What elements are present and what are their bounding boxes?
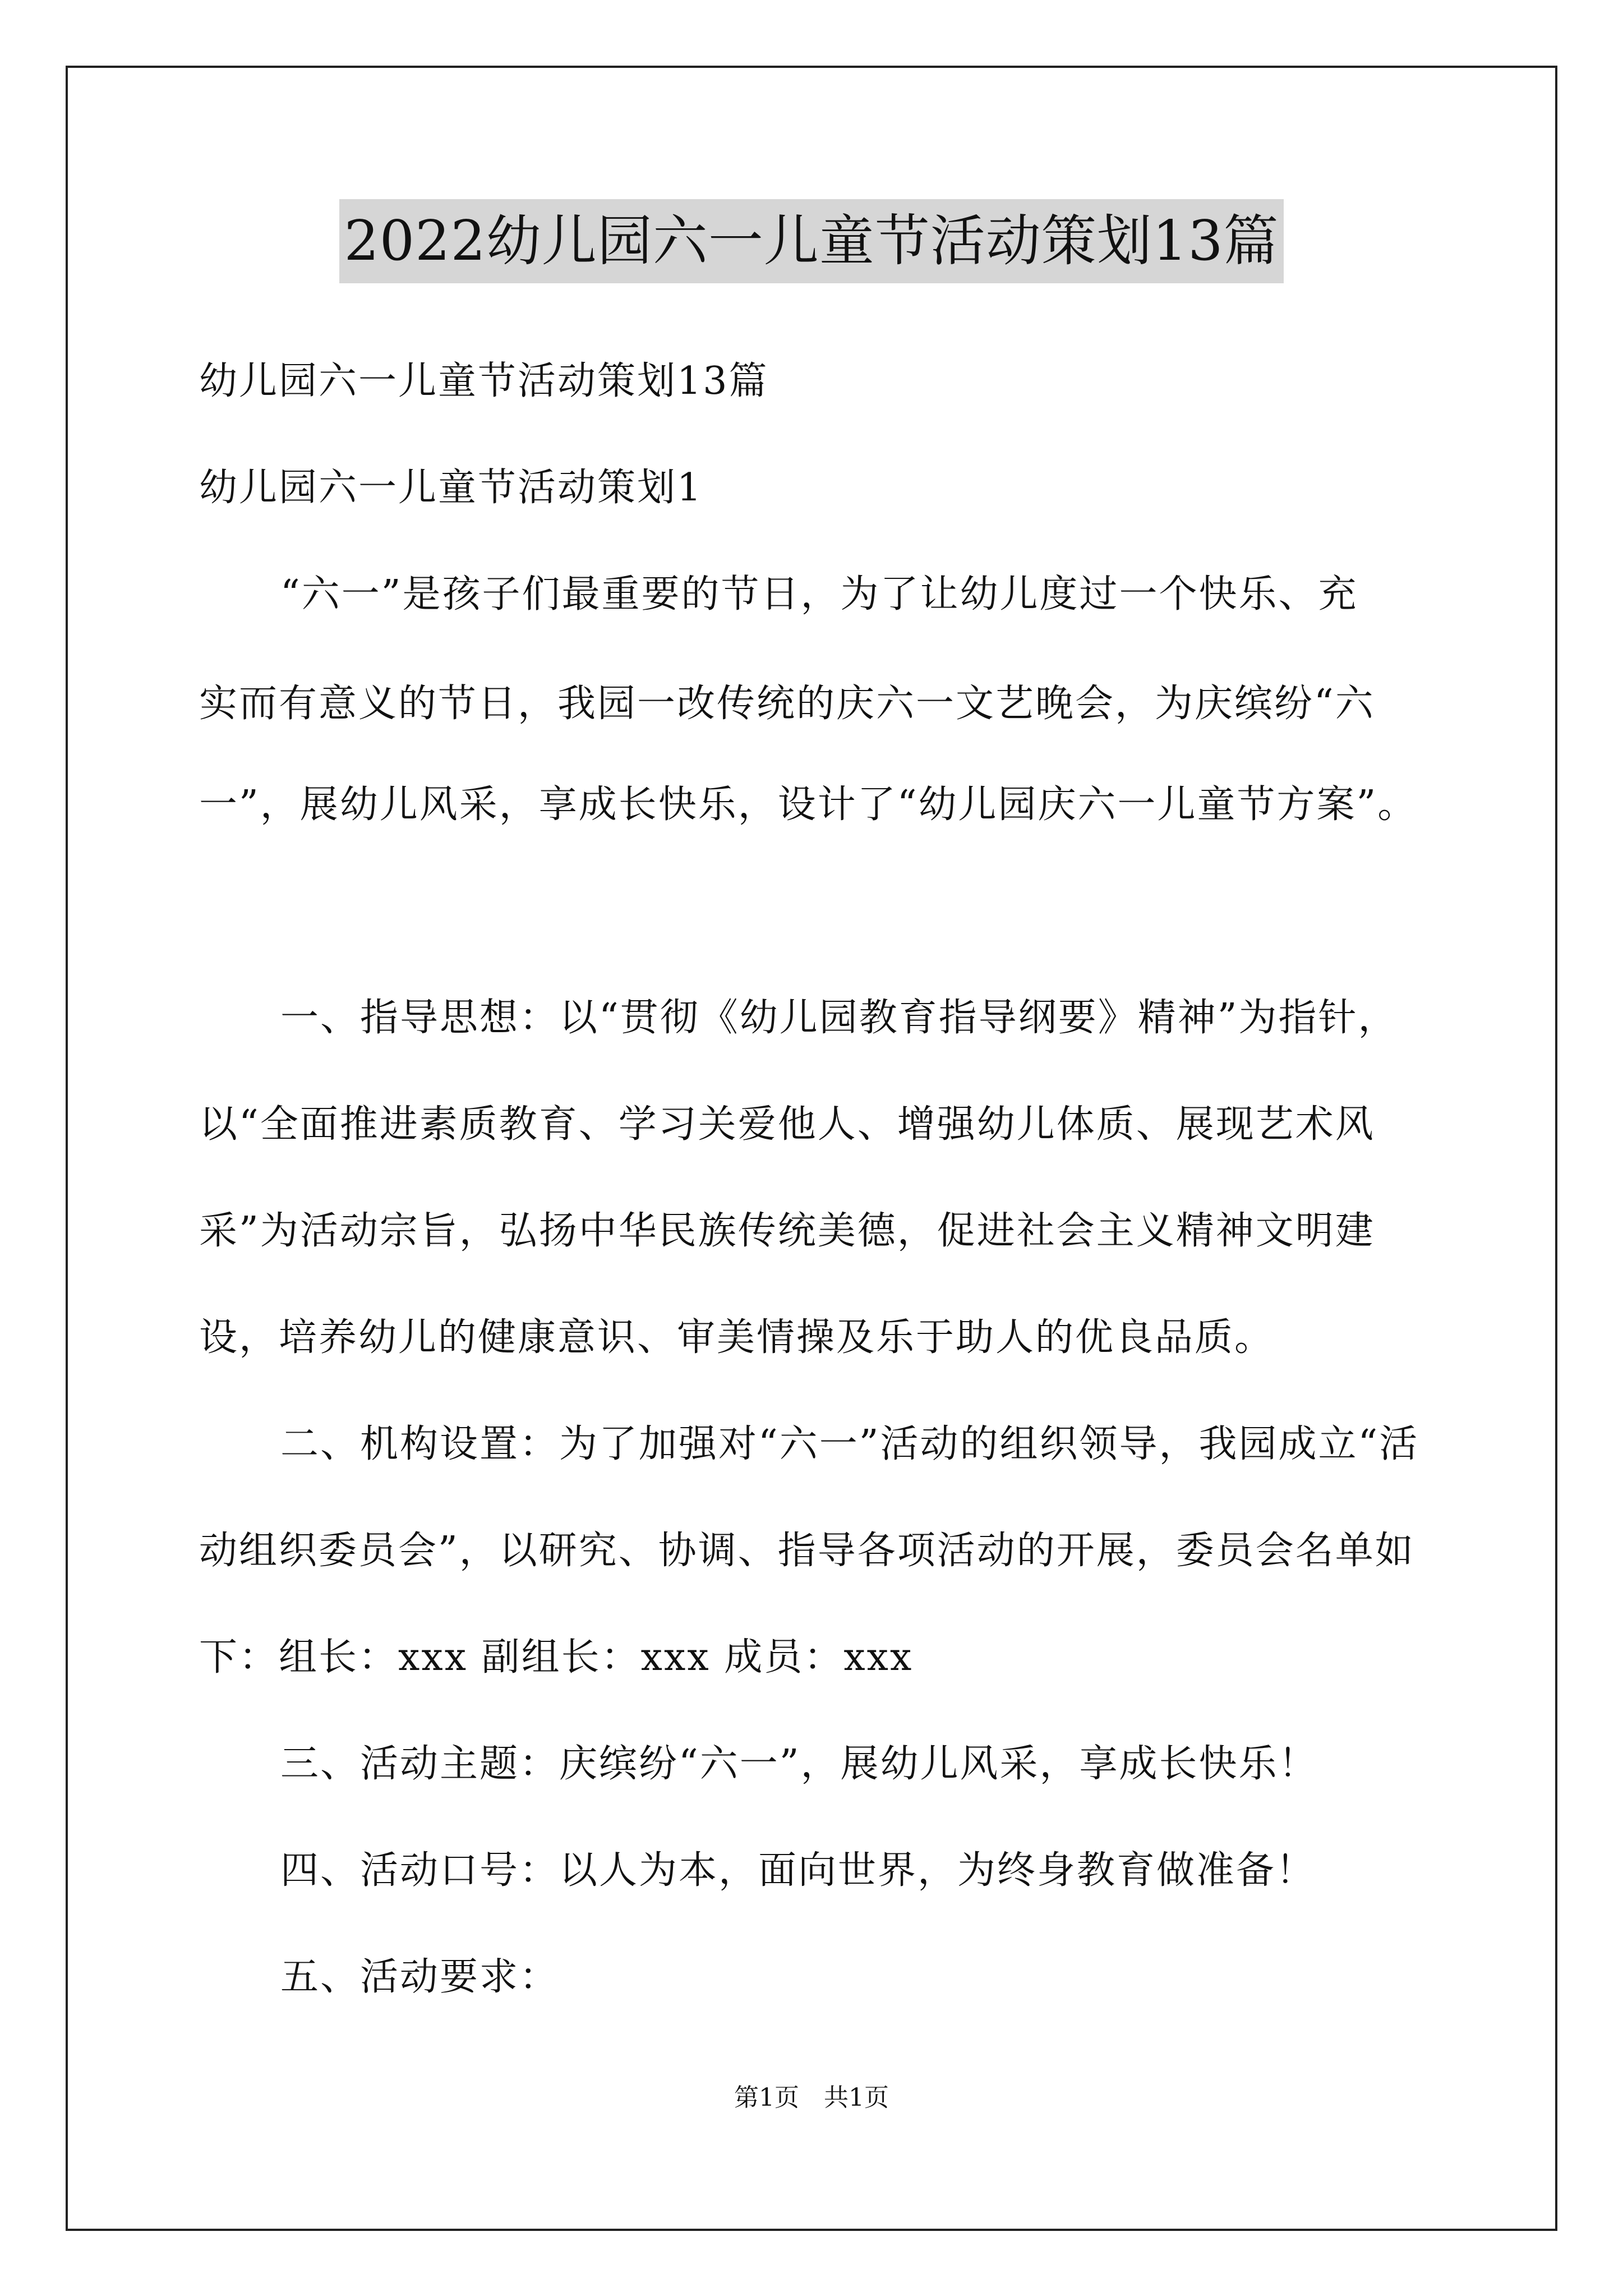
- paragraph-line: 采”为活动宗旨，弘扬中华民族传统美德，促进社会主义精神文明建: [199, 1209, 1375, 1253]
- paragraph-line: 五、活动要求：: [280, 1955, 560, 1999]
- page-footer: 第1页 共1页: [734, 2083, 889, 2112]
- paragraph-line: 动组织委员会”，以研究、协调、指导各项活动的开展，委员会名单如: [199, 1529, 1415, 1573]
- section-heading: 幼儿园六一儿童节活动策划1: [199, 466, 703, 510]
- paragraph-line: 实而有意义的节日，我园一改传统的庆六一文艺晚会，为庆缤纷“六: [199, 682, 1375, 726]
- paragraph-line: 三、活动主题：庆缤纷“六一”，展幼儿风采，享成长快乐！: [280, 1742, 1318, 1786]
- document-title: 2022幼儿园六一儿童节活动策划13篇: [339, 199, 1283, 283]
- paragraph-line: 下：组长：xxx 副组长：xxx 成员：xxx: [199, 1635, 914, 1680]
- paragraph-line: 一”，展幼儿风采，享成长快乐，设计了“幼儿园庆六一儿童节方案”。: [199, 783, 1418, 827]
- paragraph-line: 一、指导思想：以“贯彻《幼儿园教育指导纲要》精神”为指针，: [280, 996, 1398, 1040]
- paragraph-line: 设，培养幼儿的健康意识、审美情操及乐于助人的优良品质。: [199, 1315, 1275, 1360]
- paragraph-line: 四、活动口号：以人为本，面向世界，为终身教育做准备！: [280, 1848, 1316, 1893]
- document-subtitle: 幼儿园六一儿童节活动策划13篇: [199, 359, 769, 403]
- paragraph-line: 以“全面推进素质教育、学习关爱他人、增强幼儿体质、展现艺术风: [199, 1102, 1375, 1147]
- paragraph-line: 二、机构设置：为了加强对“六一”活动的组织领导，我园成立“活: [280, 1422, 1419, 1466]
- title-container: [0, 199, 1623, 283]
- paragraph-line: “六一”是孩子们最重要的节日，为了让幼儿度过一个快乐、充: [280, 572, 1358, 616]
